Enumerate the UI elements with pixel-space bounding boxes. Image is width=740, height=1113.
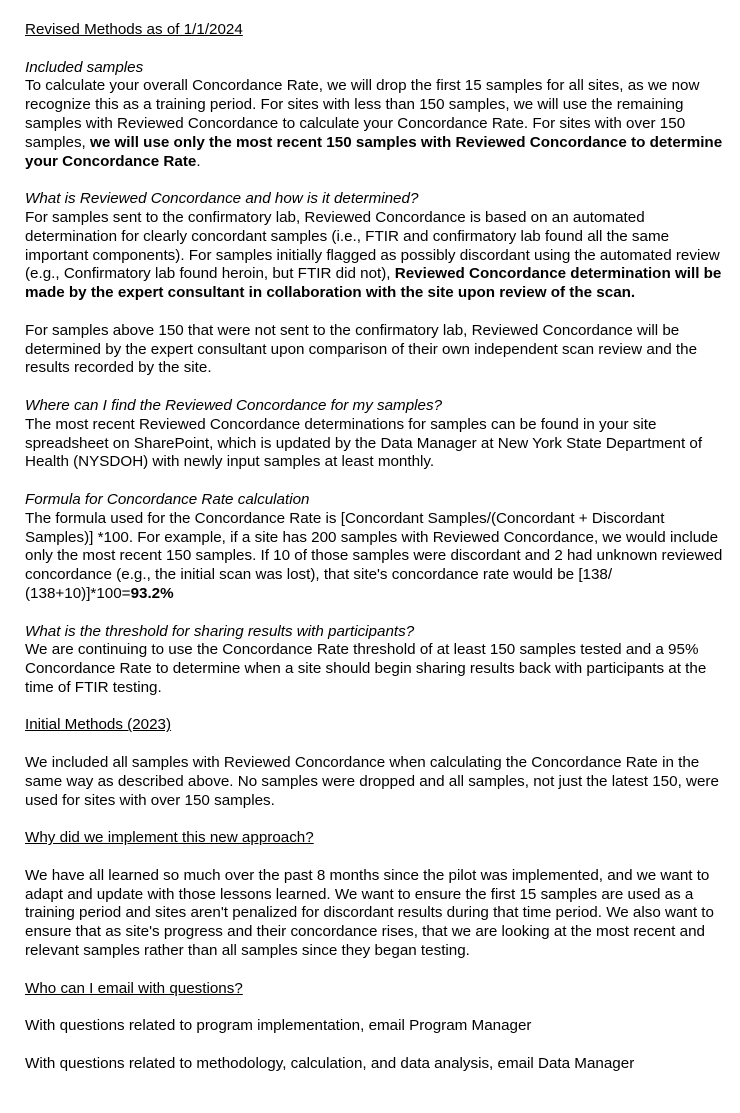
reviewed-concordance-question: What is Reviewed Concordance and how is it determined? [25,190,419,208]
program-manager-contact: With questions related to program implementation, email Program Manager [25,1017,532,1035]
samples-above-150-paragraph: For samples above 150 that were not sent to the confirmatory lab, Reviewed Concordance will be determined by the expert consultant upon comparison of their own independent scan review and the results recorded by the site. [25,321,698,377]
threshold-paragraph: We are continuing to use the Concordance Rate threshold of at least 150 samples tested and a 95% Concordance Rate to determine when a site should begin sharing results back with participants at the time of FTIR testing. [25,641,707,696]
revised-methods-heading: Revised Methods as of 1/1/2024 [25,21,243,38]
included-samples-text: To calculate your overall Concordance Rate, we will drop the first 15 samples for all sites, as we now recognize this as a training period. For sites with less than 150 samples, we will use the remaining samples with Reviewed Concordance to calculate your Concordance Rate. For sites with over 150 samples, [25,77,700,151]
why-new-approach-paragraph: We have all learned so much over the past 8 months since the pilot was implemented, and we want to adapt and update with those lessons learned. We want to ensure the first 15 samples are used as a training period and sites aren't penalized for discordant results during that time period. We also want to ensure that as site's progress and their concordance rises, that we are looking at the most recent and relevant samples rather than all samples since they began testing. [25,866,714,960]
where-find-paragraph: The most recent Reviewed Concordance determinations for samples can be found in your site spreadsheet on SharePoint, which is updated by the Data Manager at New York State Department of Health (NYSDOH) with newly input samples at least monthly. [25,415,703,471]
why-new-approach-heading: Why did we implement this new approach? [25,829,314,847]
included-samples-text-end: . [196,152,201,170]
included-samples-bold: we will use only the most recent 150 samples with Reviewed Concordance to determine your Concordance Rate [25,133,723,170]
formula-result: 93.2% [130,584,174,602]
where-find-question: Where can I find the Reviewed Concordance for my samples? [25,396,443,414]
included-samples-question: Included samples [25,58,144,76]
data-manager-contact: With questions related to methodology, calculation, and data analysis, email Data Manager [25,1054,635,1072]
reviewed-concordance-text: For samples sent to the confirmatory lab, Reviewed Concordance is based on an automated determination for clearly concordant samples (i.e., FTIR and confirmatory lab found all the same important components). For samples initially flagged as possibly discordant using the automated review (e.g., Confirmatory lab found heroin, but FTIR did not), [25,208,720,283]
included-samples-paragraph [25,77,725,171]
questions-heading: Who can I email with questions? [25,979,243,997]
formula-text: The formula used for the Concordance Rate is [Concordant Samples/(Concordant + Discordant Samples)] *100. For example, if a site has 200 samples with Reviewed Concordance, we would include only the most recent 150 samples. If 10 of those samples were discordant and 2 had unknown reviewed concordance (e.g., the initial scan was lost), that site's concordance rate would be [138/ (138+10)]*100= [25,509,723,602]
initial-methods-heading: Initial Methods (2023) [25,716,172,734]
formula-question: Formula for Concordance Rate calculation [25,490,310,508]
reviewed-concordance-bold: Reviewed Concordance determination will be made by the expert consultant in collaboration with the site upon review of the scan. [25,265,722,302]
threshold-question: What is the threshold for sharing results with participants? [25,622,415,640]
initial-methods-paragraph: We included all samples with Reviewed Concordance when calculating the Concordance Rate in the same way as described above. No samples were dropped and all samples, not just the latest 150, were used for sites with over 150 samples. [25,754,719,809]
document-body [25,21,725,1074]
formula-paragraph [25,510,725,604]
reviewed-concordance-paragraph [25,209,725,303]
